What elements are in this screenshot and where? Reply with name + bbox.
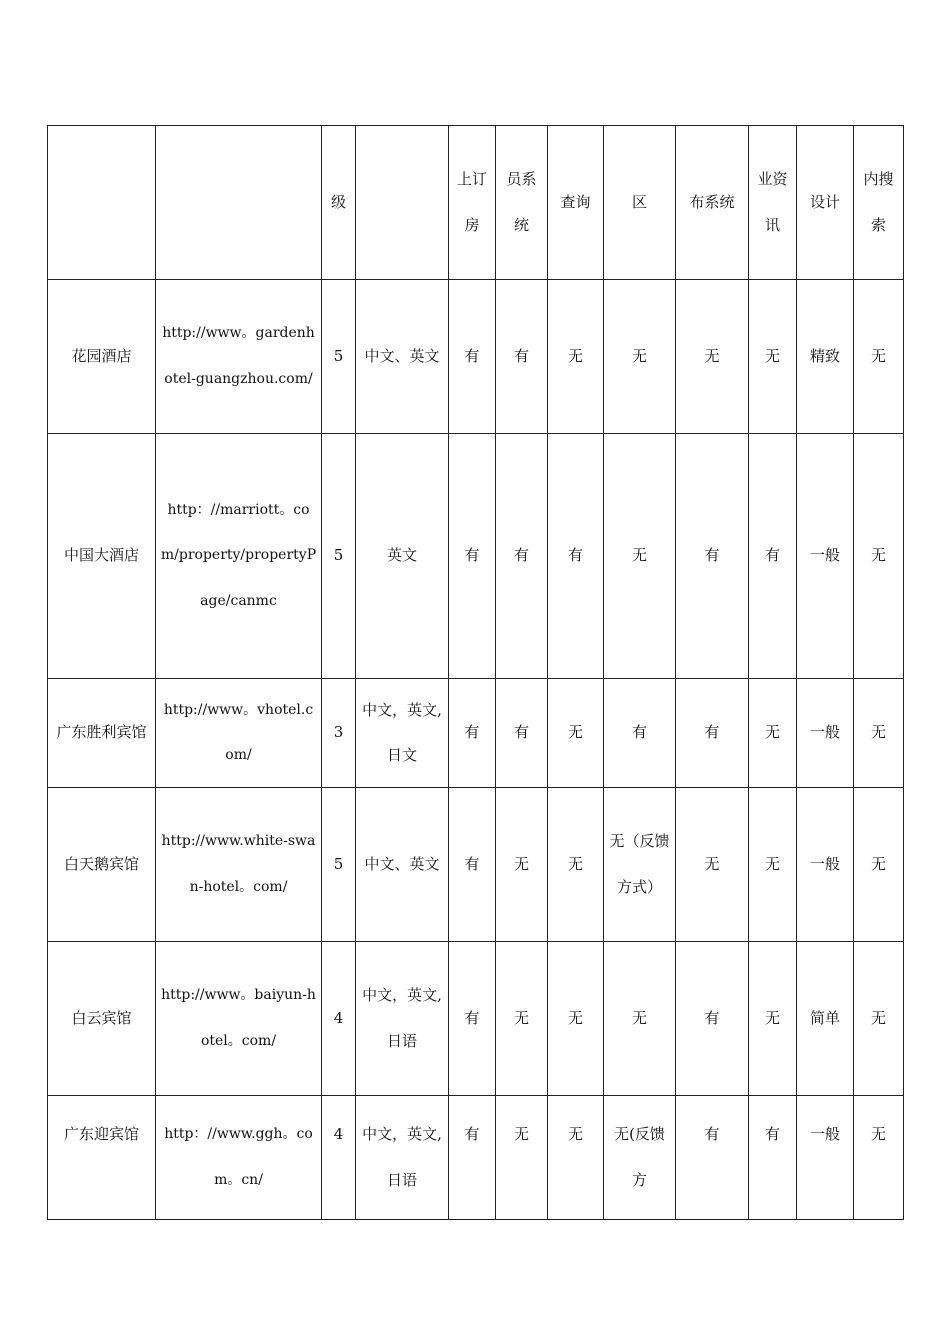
online-booking-value: 有 (449, 788, 496, 942)
industry-news-value: 无 (749, 679, 797, 788)
member-system-value: 有 (496, 434, 548, 679)
online-booking-value: 有 (449, 942, 496, 1096)
hotel-name: 白天鹅宾馆 (48, 788, 156, 942)
member-system-value: 无 (496, 942, 548, 1096)
languages: 英文 (356, 434, 449, 679)
industry-news-value: 无 (749, 942, 797, 1096)
hotel-url: http：//marriott。com/property/propertyPage/canmc (156, 434, 322, 679)
member-system-value: 无 (496, 1096, 548, 1220)
query-value: 无 (548, 1096, 604, 1220)
publish-system-value: 有 (676, 942, 749, 1096)
site-search-value: 无 (854, 434, 904, 679)
header-cell-member-system: 员系统 (496, 126, 548, 280)
online-booking-value: 有 (449, 280, 496, 434)
online-booking-value: 有 (449, 434, 496, 679)
query-value: 有 (548, 434, 604, 679)
hotel-url: http://www。baiyun-hotel。com/ (156, 942, 322, 1096)
site-search-value: 无 (854, 1096, 904, 1220)
star-level: 5 (322, 280, 356, 434)
publish-system-value: 有 (676, 434, 749, 679)
publish-system-value: 无 (676, 788, 749, 942)
hotel-name: 花园酒店 (48, 280, 156, 434)
site-search-value: 无 (854, 280, 904, 434)
design-value: 简单 (797, 942, 854, 1096)
online-booking-value: 有 (449, 1096, 496, 1220)
site-search-value: 无 (854, 679, 904, 788)
header-cell (48, 126, 156, 280)
site-search-value: 无 (854, 942, 904, 1096)
languages: 中文，英文,日文 (356, 679, 449, 788)
query-value: 无 (548, 280, 604, 434)
member-system-value: 无 (496, 788, 548, 942)
online-booking-value: 有 (449, 679, 496, 788)
query-value: 无 (548, 942, 604, 1096)
hotel-website-comparison-table (47, 125, 904, 1220)
header-cell-industry-news: 业资讯 (749, 126, 797, 280)
design-value: 一般 (797, 788, 854, 942)
member-system-value: 有 (496, 280, 548, 434)
design-value: 精致 (797, 280, 854, 434)
area-value: 无 (604, 942, 676, 1096)
table-header-row (48, 126, 904, 280)
area-value: 无(反馈方 (604, 1096, 676, 1220)
design-value: 一般 (797, 1096, 854, 1220)
header-cell-site-search: 内搜索 (854, 126, 904, 280)
area-value: 有 (604, 679, 676, 788)
industry-news-value: 有 (749, 434, 797, 679)
hotel-url: http：//www.ggh。com。cn/ (156, 1096, 322, 1220)
header-cell (156, 126, 322, 280)
table-row (48, 1096, 904, 1220)
header-cell-online-booking: 上订房 (449, 126, 496, 280)
header-cell-design: 设计 (797, 126, 854, 280)
header-cell (356, 126, 449, 280)
table-row (48, 788, 904, 942)
area-value: 无（反馈方式） (604, 788, 676, 942)
query-value: 无 (548, 679, 604, 788)
table-row (48, 942, 904, 1096)
languages: 中文、英文 (356, 788, 449, 942)
star-level: 4 (322, 942, 356, 1096)
table-row (48, 280, 904, 434)
languages: 中文，英文,日语 (356, 1096, 449, 1220)
header-cell-publish-system: 布系统 (676, 126, 749, 280)
publish-system-value: 有 (676, 679, 749, 788)
industry-news-value: 无 (749, 280, 797, 434)
languages: 中文、英文 (356, 280, 449, 434)
star-level: 4 (322, 1096, 356, 1220)
hotel-url: http://www。gardenhotel-guangzhou.com/ (156, 280, 322, 434)
design-value: 一般 (797, 679, 854, 788)
publish-system-value: 有 (676, 1096, 749, 1220)
hotel-url: http://www。vhotel.com/ (156, 679, 322, 788)
star-level: 5 (322, 788, 356, 942)
header-cell-area: 区 (604, 126, 676, 280)
hotel-name: 广东迎宾馆 (48, 1096, 156, 1220)
header-cell-query: 查询 (548, 126, 604, 280)
hotel-name: 中国大酒店 (48, 434, 156, 679)
hotel-name: 广东胜利宾馆 (48, 679, 156, 788)
site-search-value: 无 (854, 788, 904, 942)
hotel-url: http://www.white-swan-hotel。com/ (156, 788, 322, 942)
query-value: 无 (548, 788, 604, 942)
member-system-value: 有 (496, 679, 548, 788)
design-value: 一般 (797, 434, 854, 679)
publish-system-value: 无 (676, 280, 749, 434)
industry-news-value: 无 (749, 788, 797, 942)
area-value: 无 (604, 280, 676, 434)
table-row (48, 679, 904, 788)
industry-news-value: 有 (749, 1096, 797, 1220)
hotel-name: 白云宾馆 (48, 942, 156, 1096)
star-level: 3 (322, 679, 356, 788)
area-value: 无 (604, 434, 676, 679)
header-cell-star: 级 (322, 126, 356, 280)
languages: 中文，英文,日语 (356, 942, 449, 1096)
star-level: 5 (322, 434, 356, 679)
table-row (48, 434, 904, 679)
